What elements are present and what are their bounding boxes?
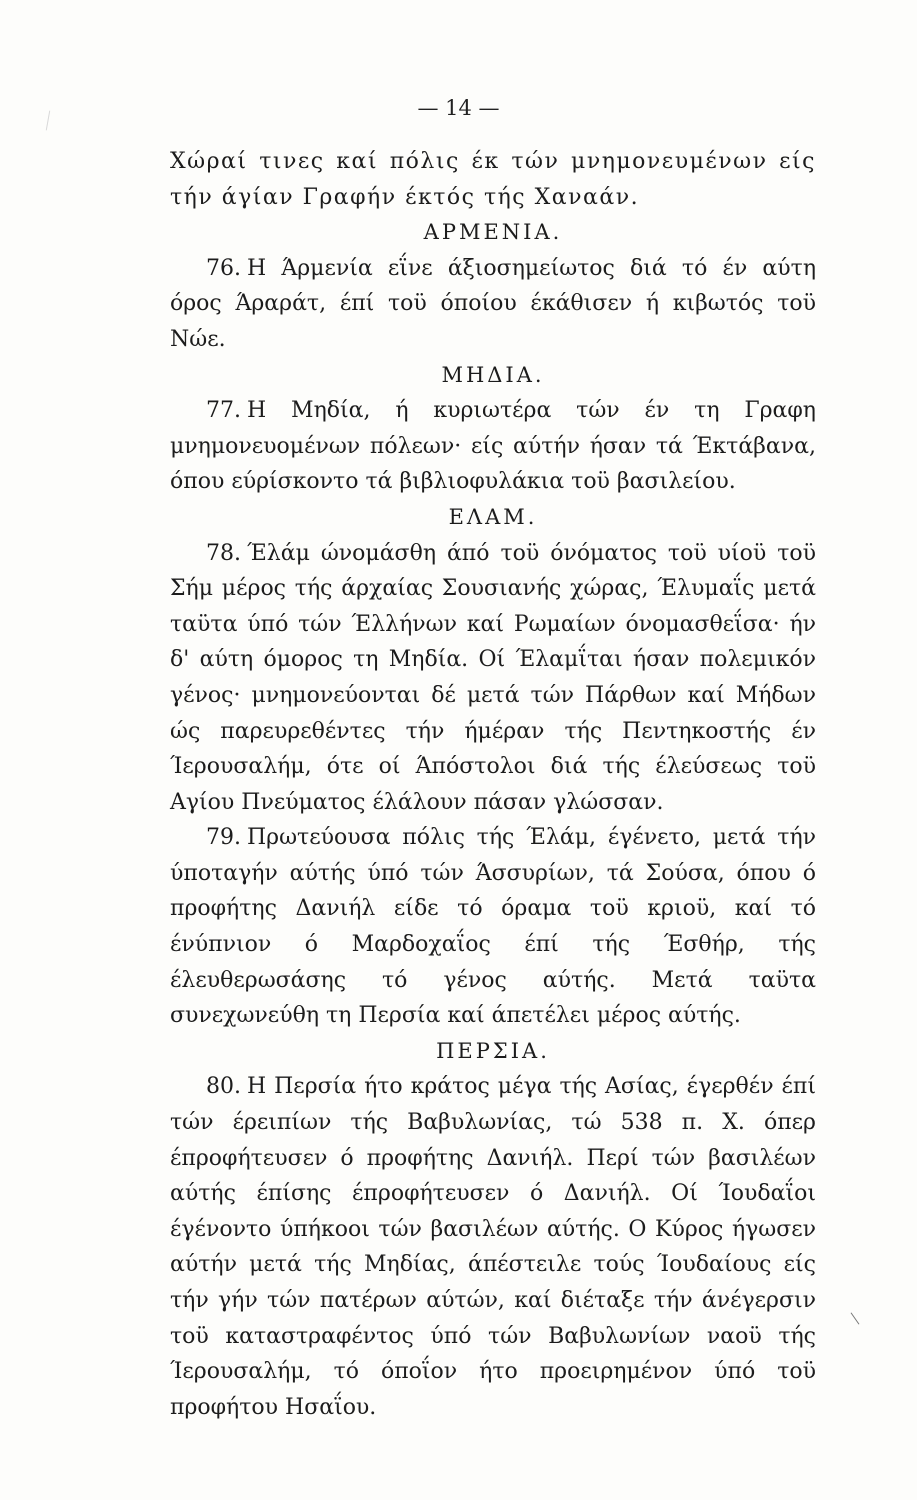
section-heading: ΜΗΔΙΑ. xyxy=(441,362,545,387)
section-armenia xyxy=(170,215,816,357)
paragraph-80 xyxy=(170,1069,816,1425)
paragraph-78 xyxy=(170,536,816,821)
section-elam xyxy=(170,500,816,1034)
paragraph-number: 80. xyxy=(206,1074,241,1100)
section-media xyxy=(170,358,816,500)
paragraph-text: Η Περσία ήτο κράτος μέγα τής Ασίας, έγερθέν έπί τών έρειπίων τής Βαβυλωνίας, τώ 538 π. Χ. όπερ έπροφήτευσεν ό προφήτης Δανιήλ. Περί τών βασιλέων αύτής έπίσης έπροφήτευσεν ό Δανιήλ. Οί Ίουδαΐοι έγένοντο ύπήκοοι τών βασιλέων αύτής. Ο Κύρος ήγωσεν αύτήν μετά τής Μηδίας, άπέστειλε τούς Ίουδαίους είς τήν γήν τών πατέρων αύτών, καί διέταξε τήν άνέγερσιν τοϋ καταστραφέντος ύπό τών Βαβυλωνίων ναοϋ τής Ίερουσαλήμ, τό όποΐον ήτο προειρημένον ύπό τοϋ προφήτου Ησαΐου. xyxy=(170,1074,816,1420)
paragraph-number: 79. xyxy=(206,825,241,851)
intro-paragraph: Χώραί τινες καί πόλις έκ τών μνημονευμένων είς τήν άγίαν Γραφήν έκτός τής Χαναάν. xyxy=(170,149,816,210)
paragraph-text: Η Μηδία, ή κυριωτέρα τών έν τη Γραφη μνημονευομένων πόλεων· είς αύτήν ήσαν τά Έκτάβανα, όπου εύρίσκοντο τά βιβλιοφυλάκια τοϋ βασιλείου. xyxy=(170,398,816,495)
paragraph-text: Έλάμ ώνομάσθη άπό τοϋ όνόματος τοϋ υίοϋ τοϋ Σήμ μέρος τής άρχαίας Σουσιανής χώρας, Έλυμαΐς μετά ταϋτα ύπό τών Έλλήνων καί Ρωμαίων όνομασθεΐσα· ήν δ' αύτη όμορος τη Μηδία. Οί Έλαμΐται ήσαν πολεμικόν γένος· μνημονεύονται δέ μετά τών Πάρθων καί Μήδων ώς παρευρεθέντες τήν ήμέραν τής Πεντηκοστής έν Ίερουσαλήμ, ότε οί Άπόστολοι διά τής έλεύσεως τοϋ Αγίου Πνεύματος έλάλουν πάσαν γλώσσαν. xyxy=(170,540,816,815)
paragraph-77 xyxy=(170,393,816,500)
section-heading: ΕΛΑΜ. xyxy=(448,504,538,529)
paragraph-76 xyxy=(170,251,816,358)
section-heading: ΠΕΡΣΙΑ. xyxy=(436,1038,550,1063)
section-persia xyxy=(170,1034,816,1426)
paragraph-number: 78. xyxy=(206,540,241,566)
section-heading: ΑΡΜΕΝΙΑ. xyxy=(423,220,563,245)
page-number: — 14 — xyxy=(417,96,500,120)
paragraph-text: Πρωτεύουσα πόλις τής Έλάμ, έγένετο, μετά τήν ύποταγήν αύτής ύπό τών Άσσυρίων, τά Σούσα, όπου ό προφήτης Δανιήλ είδε τό όραμα τοϋ κριοϋ, καί τό ένύπνιον ό Μαρδοχαΐος έπί τής Έσθήρ, τής έλευθερωσάσης τό γένος αύτής. Μετά ταϋτα συνεχωνεύθη τη Περσία καί άπετέλει μέρος αύτής. xyxy=(170,825,816,1029)
text-column xyxy=(170,144,816,1425)
paragraph-79 xyxy=(170,820,816,1034)
scan-artifact-mark xyxy=(851,1312,860,1324)
paragraph-text: Η Άρμενία εΐνε άξιοσημείωτος διά τό έν αύτη όρος Άραράτ, έπί τοϋ όποίου έκάθισεν ή κιβωτός τοϋ Νώε. xyxy=(170,255,816,352)
paragraph-number: 77. xyxy=(206,398,241,424)
paragraph-number: 76. xyxy=(206,255,241,281)
